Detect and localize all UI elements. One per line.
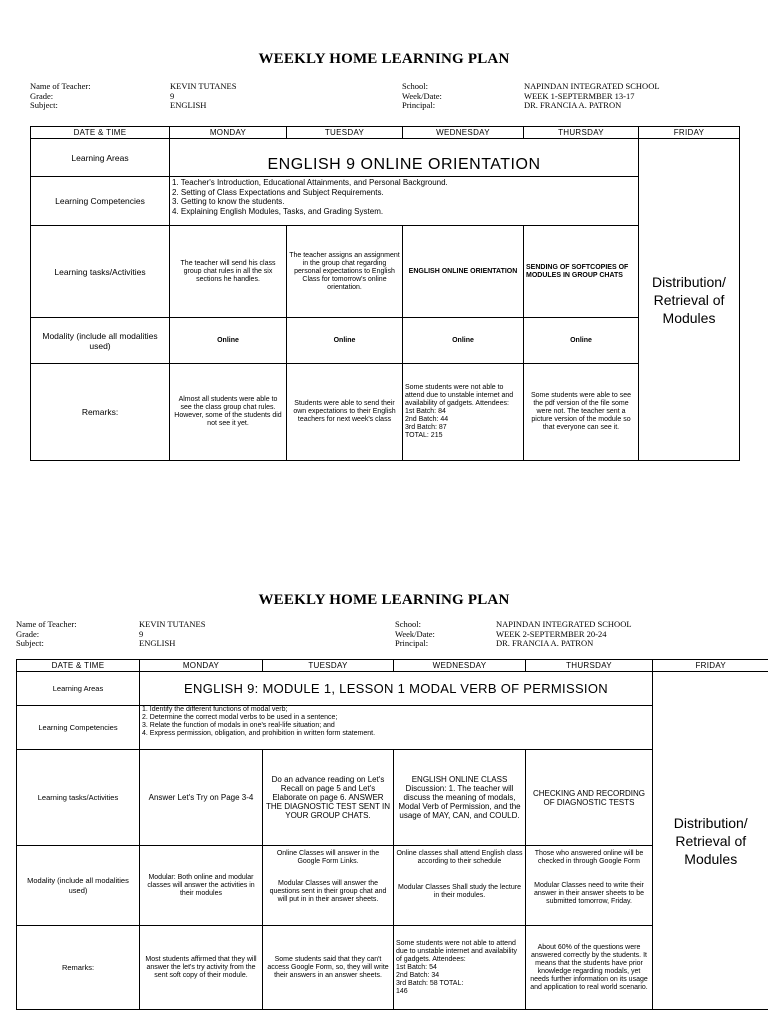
row-label-learning-tasks: Learning tasks/Activities (31, 226, 170, 318)
subject-value: ENGLISH (139, 638, 176, 648)
header-thursday: THURSDAY (526, 660, 653, 672)
modality-thursday (526, 846, 653, 926)
modality-monday: Online (170, 318, 287, 364)
week-date: WEEK 2-SEPTERMBER 20-24 (496, 628, 607, 639)
task-wednesday: ENGLISH ONLINE CLASS Discussion: 1. The teacher will discuss the meaning of modals, Modal Verb of Permission, and the usage of MAY, CAN, and COULD. (394, 750, 526, 846)
row-label-learning-competencies: Learning Competencies (31, 177, 170, 226)
row-label-learning-areas: Learning Areas (17, 672, 140, 706)
plan-table (16, 659, 768, 1010)
info-label: Principal: (395, 638, 429, 648)
header-thursday: THURSDAY (524, 127, 639, 139)
teacher-name: KEVIN TUTANES (139, 619, 206, 629)
header-monday: MONDAY (140, 660, 263, 672)
modality-thursday-online: Those who answered online will be checked in through Google Form (534, 850, 644, 865)
modality-wednesday (394, 846, 526, 926)
learning-competencies: 1. Identify the different functions of modal verb; 2. Determine the correct modal verbs to be used in a sentence; 3. Relate the function of modals in one's real-life situation; and 4. Express permission, obligation, and prohibition in written form statement. (140, 706, 653, 750)
task-wednesday: ENGLISH ONLINE ORIENTATION (403, 226, 524, 318)
school-info-labels (395, 620, 435, 649)
remarks-tuesday: Students were able to send their own expectations to their English teachers for next week's class (287, 364, 403, 461)
modality-wednesday-online: Online classes shall attend English class according to their schedule (396, 850, 523, 865)
task-monday: The teacher will send his class group chat rules in all the six sections he handles. (170, 226, 287, 318)
school-info-values (496, 620, 632, 649)
teacher-info-values (139, 620, 205, 649)
modality-thursday: Online (524, 318, 639, 364)
row-label-learning-tasks: Learning tasks/Activities (17, 750, 140, 846)
header-tuesday: TUESDAY (287, 127, 403, 139)
grade-value: 9 (139, 628, 144, 639)
task-tuesday: Do an advance reading on Let's Recall on page 5 and Let's Elaborate on page 6. ANSWER THE DIAGNOSTIC TEST SENT IN YOUR GROUP CHATS. (263, 750, 394, 846)
remarks-tuesday: Some students said that they can't access Google Form, so, they will write their answers in an answer sheets. (263, 926, 394, 1010)
row-label-learning-areas: Learning Areas (31, 139, 170, 177)
week-date: WEEK 1-SEPTERMBER 13-17 (524, 90, 635, 101)
learning-area: ENGLISH 9 ONLINE ORIENTATION (170, 139, 639, 177)
header-monday: MONDAY (170, 127, 287, 139)
row-label-modality: Modality (include all modalities used) (31, 318, 170, 364)
modality-tuesday-online: Online Classes will answer in the Google Form Links. (276, 850, 380, 865)
modality-tuesday: Online (287, 318, 403, 364)
info-label: Subject: (30, 100, 58, 110)
school-info-values (524, 82, 660, 111)
info-label: Name of Teacher: (16, 619, 77, 629)
header-wednesday: WEDNESDAY (394, 660, 526, 672)
row-label-modality: Modality (include all modalities used) (17, 846, 140, 926)
modality-thursday-modular: Modular Classes need to write their answer in their answer sheets to be submitted tomorrow, Friday. (533, 882, 645, 905)
info-label: Grade: (16, 628, 40, 639)
row-label-remarks: Remarks: (31, 364, 170, 461)
learning-area: ENGLISH 9: MODULE 1, LESSON 1 MODAL VERB OF PERMISSION (140, 672, 653, 706)
header-date-time: DATE & TIME (31, 127, 170, 139)
plan-table (30, 126, 740, 461)
remarks-wednesday: Some students were not able to attend due to unstable internet and availability of gadgets. Attendees: 1st Batch: 84 2nd Batch: 44 3rd Batch: 87 TOTAL: 215 (403, 364, 524, 461)
header-tuesday: TUESDAY (263, 660, 394, 672)
remarks-thursday: About 60% of the questions were answered correctly by the students. It means that the students have prior knowledge regarding modals, yet needs further information on its usage and application to real world scenario. (526, 926, 653, 1010)
school-name: NAPINDAN INTEGRATED SCHOOL (524, 81, 660, 91)
teacher-name: KEVIN TUTANES (170, 81, 237, 91)
info-label: Name of Teacher: (30, 81, 91, 91)
row-label-learning-competencies: Learning Competencies (17, 706, 140, 750)
remarks-monday: Almost all students were able to see the class group chat rules. However, some of the students did not see it yet. (170, 364, 287, 461)
plan-title: WEEKLY HOME LEARNING PLAN (258, 592, 510, 608)
header-date-time: DATE & TIME (17, 660, 140, 672)
header-friday: FRIDAY (653, 660, 768, 672)
modality-tuesday-modular: Modular Classes will answer the questions sent in their group chat and will put in in their answer sheets. (269, 880, 387, 903)
modality-wednesday: Online (403, 318, 524, 364)
task-tuesday: The teacher assigns an assignment in the group chat regarding personal expectations to English Class for tomorrow's online orientation. (287, 226, 403, 318)
info-label: School: (395, 619, 421, 629)
row-label-remarks: Remarks: (17, 926, 140, 1010)
task-monday: Answer Let's Try on Page 3-4 (140, 750, 263, 846)
info-label: Week/Date: (395, 628, 435, 639)
info-label: Subject: (16, 638, 44, 648)
teacher-info-values (170, 82, 236, 111)
remarks-thursday: Some students were able to see the pdf version of the file some were not. The teacher sent a picture version of the module so that everyone can see it. (524, 364, 639, 461)
header-friday: FRIDAY (639, 127, 740, 139)
task-thursday: SENDING OF SOFTCOPIES OF MODULES IN GROUP CHATS (524, 226, 639, 318)
teacher-info-labels (16, 620, 77, 649)
learning-competencies: 1. Teacher's Introduction, Educational Attainments, and Personal Background. 2. Setting of Class Expectations and Subject Requirements. 3. Getting to know the students. 4. Explaining English Modules, Tasks, and Grading System. (170, 177, 639, 226)
plan-title: WEEKLY HOME LEARNING PLAN (258, 51, 510, 67)
school-info-labels (402, 82, 442, 111)
remarks-monday: Most students affirmed that they will answer the let's try activity from the sent soft copy of their module. (140, 926, 263, 1010)
subject-value: ENGLISH (170, 100, 207, 110)
info-label: Week/Date: (402, 90, 442, 101)
modality-tuesday (263, 846, 394, 926)
grade-value: 9 (170, 90, 175, 101)
remarks-wednesday: Some students were not able to attend due to unstable internet and availability of gadgets. Attendees: 1st Batch: 54 2nd Batch: 34 3rd Batch: 58 TOTAL: 146 (394, 926, 526, 1010)
teacher-info-labels (30, 82, 91, 111)
header-wednesday: WEDNESDAY (403, 127, 524, 139)
school-name: NAPINDAN INTEGRATED SCHOOL (496, 619, 632, 629)
info-label: Principal: (402, 100, 436, 110)
friday-distribution: Distribution/ Retrieval of Modules (653, 672, 768, 1010)
task-thursday: CHECKING AND RECORDING OF DIAGNOSTIC TESTS (526, 750, 653, 846)
info-label: Grade: (30, 90, 54, 101)
principal-name: DR. FRANCIA A. PATRON (496, 638, 594, 648)
principal-name: DR. FRANCIA A. PATRON (524, 100, 622, 110)
modality-monday: Modular: Both online and modular classes will answer the activities in their modules (140, 846, 263, 926)
friday-distribution: Distribution/ Retrieval of Modules (639, 139, 740, 461)
info-label: School: (402, 81, 428, 91)
modality-wednesday-modular: Modular Classes Shall study the lecture in their modules. (398, 884, 521, 899)
